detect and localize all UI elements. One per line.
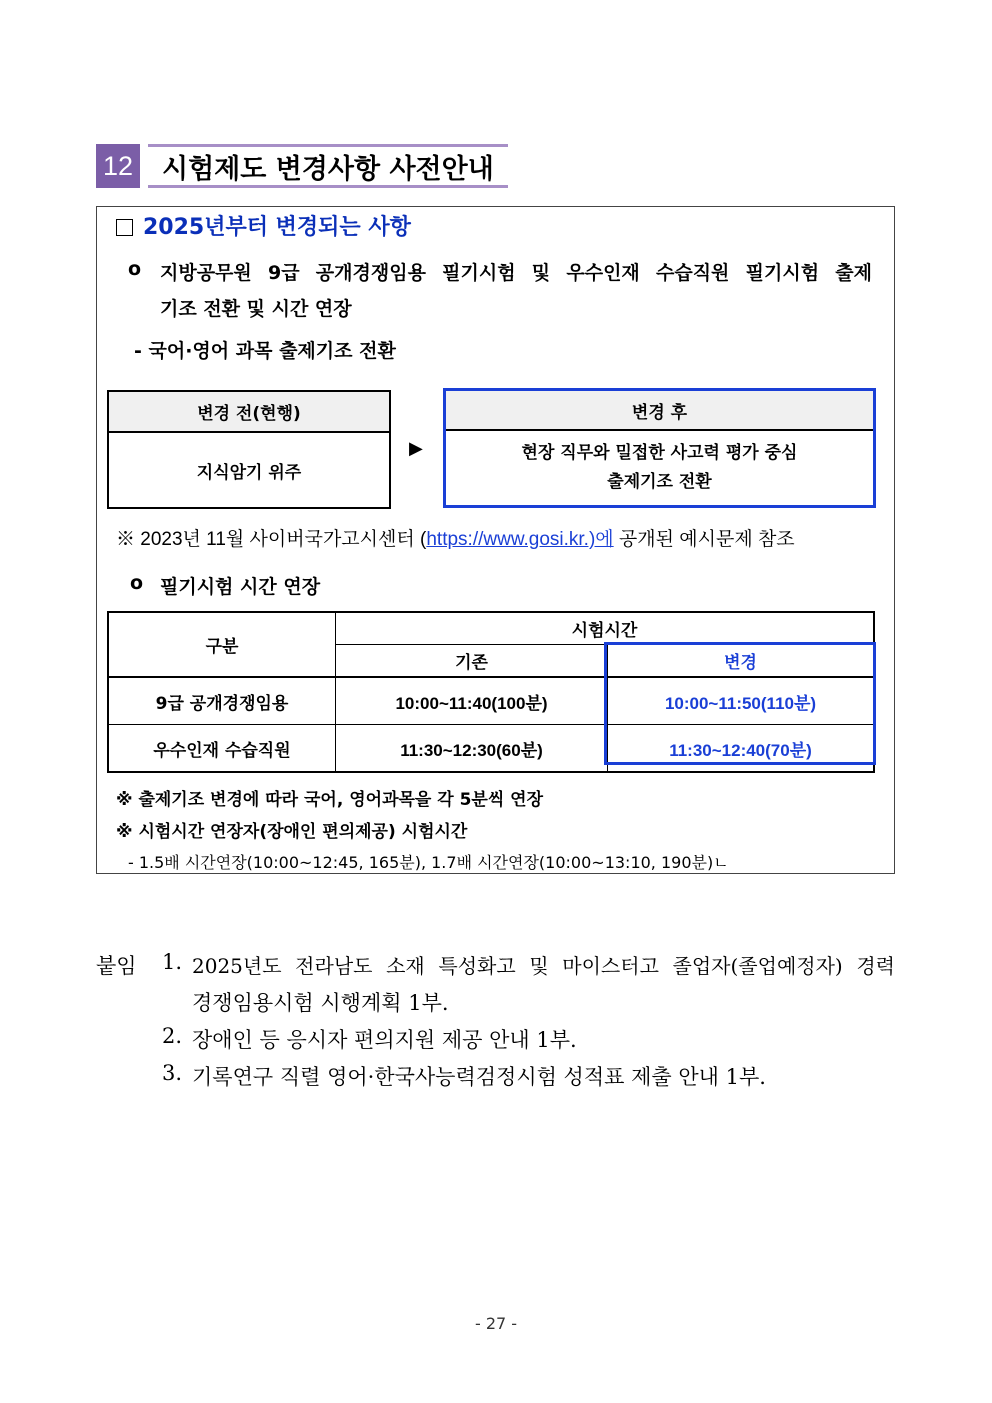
item2-bullet: o: [130, 572, 144, 594]
checkbox-square-icon: [116, 219, 133, 236]
after-header: 변경 후: [446, 391, 873, 431]
reference-note-prefix: ※ 2023년 11월 사이버국가고시센터 (: [116, 529, 427, 550]
row-name: 9급 공개경쟁임용: [108, 677, 336, 725]
attachment-num: 3.: [162, 1061, 183, 1085]
page-number: - 27 -: [474, 1314, 518, 1333]
table-row: [108, 725, 874, 773]
after-body-line2: 출제기조 전환: [607, 472, 712, 492]
item2-label: 필기시험 시간 연장: [160, 576, 321, 598]
item1-line2: 기조 전환 및 시간 연장: [160, 298, 352, 320]
note-accommodation-detail: - 1.5배 시간연장(10:00~12:45, 165분), 1.7배 시간연장(10:00~13:10, 190분)ㄴ: [128, 853, 729, 872]
before-body: 지식암기 위주: [108, 432, 390, 508]
reference-note-suffix: 공개된 예시문제 참조: [613, 529, 795, 550]
attachment-num: 2.: [162, 1024, 183, 1048]
arrow-right-icon: ▶: [409, 438, 423, 459]
row-before: 10:00~11:40(100분): [336, 677, 608, 725]
table-row: [108, 677, 874, 725]
after-body-line1: 현장 직무와 밀접한 사고력 평가 중심: [521, 443, 798, 463]
item1-sub: - 국어·영어 과목 출제기조 전환: [134, 340, 396, 362]
before-table: [107, 390, 391, 509]
col-group-header: 구분: [108, 612, 336, 677]
reference-note: [116, 524, 795, 551]
change-heading-text: 2025년부터 변경되는 사항: [143, 215, 411, 240]
note-accommodation: ※ 시험시간 연장자(장애인 편의제공) 시험시간: [116, 822, 468, 842]
row-after: 11:30~12:40(70분): [608, 725, 875, 773]
attachments-label: 붙임: [96, 954, 137, 978]
attachment-item-2: 장애인 등 응시자 편의지원 제공 안내 1부.: [192, 1028, 577, 1052]
attachment-item-1-line2: 경쟁임용시험 시행계획 1부.: [192, 991, 449, 1015]
exam-time-table: [107, 611, 875, 773]
after-box: [443, 388, 876, 508]
row-before: 11:30~12:30(60분): [336, 725, 608, 773]
section-number: 12: [96, 144, 140, 188]
change-heading: [116, 210, 411, 241]
col-after-header: 변경: [608, 645, 875, 678]
after-body: [446, 431, 873, 505]
note-extension: ※ 출제기조 변경에 따라 국어, 영어과목을 각 5분씩 연장: [116, 790, 544, 810]
before-header: 변경 전(현행): [108, 391, 390, 432]
section-title: 시험제도 변경사항 사전안내: [148, 144, 508, 188]
col-time-header: 시험시간: [336, 612, 875, 645]
item1-line1: 지방공무원 9급 공개경쟁임용 필기시험 및 우수인재 수습직원 필기시험 출제: [160, 262, 872, 284]
attachment-item-1-line1: 2025년도 전라남도 소재 특성화고 및 마이스터고 졸업자(졸업예정자) 경력: [192, 954, 895, 978]
attachment-item-3: 기록연구 직렬 영어·한국사능력검정시험 성적표 제출 안내 1부.: [192, 1065, 766, 1089]
attachment-num: 1.: [162, 950, 183, 974]
row-after: 10:00~11:50(110분): [608, 677, 875, 725]
item1-bullet: o: [128, 258, 142, 280]
row-name: 우수인재 수습직원: [108, 725, 336, 773]
gosi-link[interactable]: https://www.gosi.kr.)에: [426, 529, 614, 550]
col-before-header: 기존: [336, 645, 608, 678]
